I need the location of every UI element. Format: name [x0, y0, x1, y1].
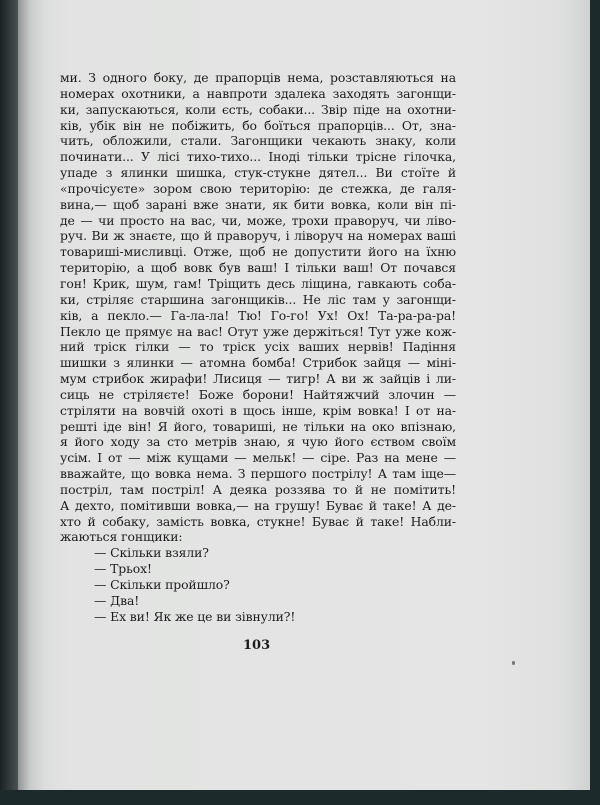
text-line: постріл, там постріл! А деяка роззява то й не помітить!	[60, 481, 456, 497]
text-line: сиць не стріляєте! Боже борони! Найтяжчий злочин —	[60, 386, 456, 402]
text-line: чить, обложили, стали. Загонщики чекають знаку, коли	[60, 133, 456, 149]
text-line: де — чи просто на вас, чи, може, трохи праворуч, чи ліво-	[60, 212, 456, 228]
text-line: мум стрибок жирафи! Лисиця — тигр! А ви ж зайців і ли-	[60, 371, 456, 387]
text-line: Пекло це прямує на вас! Отут уже держіться! Тут уже кож-	[60, 323, 456, 339]
dialogue-line: — Скільки взяли?	[94, 545, 209, 561]
dialogue-line: — Ех ви! Як же це ви зівнули?!	[94, 608, 296, 624]
text-line: «прочісуєте» зором свою територію: де стежка, де галя-	[60, 180, 456, 196]
text-line: руч. Ви ж знаєте, що й праворуч, і ліворуч на номерах ваші	[60, 228, 456, 244]
text-line: ки, стріляє старшина загонщиків... Не ліс там у загонщи-	[60, 291, 456, 307]
book-spine-shadow	[0, 0, 18, 790]
body-text	[60, 70, 456, 625]
text-line: решті іде він! Я його, товариші, не тільки на око впізнаю,	[60, 418, 456, 434]
text-line: вважайте, що вовка нема. З першого пострілу! А там іще—	[60, 466, 456, 482]
dialogue-line: — Два!	[94, 592, 140, 608]
text-line: гон! Крик, шум, гам! Тріщить десь ліщина, гавкають соба-	[60, 275, 456, 291]
dialogue-line: — Скільки пройшло?	[94, 577, 230, 592]
text-line: ків, убік він не побіжить, бо боїться прапорців... От, зна-	[60, 117, 456, 133]
text-line: ків, а пекло.— Га-ла-ла! Тю! Го-го! Ух! Ох! Та-ра-ра-ра!	[60, 307, 456, 323]
text-line: я його ходу за сто метрів знаю, я чую його єством своїм	[60, 434, 456, 450]
text-line: ки, запускаються, коли єсть, собаки... Звір піде на охотни-	[60, 101, 456, 117]
text-line: починати... У лісі тихо-тихо... Іноді тільки трісне гілочка,	[60, 149, 456, 165]
text-line: територію, а щоб вовк був ваш! І тільки ваш! От почався	[60, 260, 456, 276]
text-line: вина,— щоб зарані вже знати, як бити вовка, коли він пі-	[60, 196, 456, 212]
text-line: А дехто, помітивши вовка,— на грушу! Буває й таке! А де-	[60, 497, 456, 513]
page-number: 103	[243, 638, 271, 653]
text-line: хто й собаку, замість вовка, стукне! Буває й таке! Набли-	[60, 513, 456, 529]
text-line: упаде з ялинки шишка, стук-стукне дятел... Ви стоїте й	[60, 165, 456, 181]
dialogue-line: — Трьох!	[94, 561, 152, 577]
text-line: стріляти на вовчій охоті в щось інше, крім вовка! І от на-	[60, 402, 456, 418]
text-line: ний тріск гілки — то тріск усіх ваших нервів! Падіння	[60, 339, 456, 355]
text-line: шишки з ялинки — атомна бомба! Стрибок зайця — міні-	[60, 355, 456, 371]
text-line: ми. З одного боку, де прапорців нема, розставляються на	[60, 70, 456, 85]
text-line: номерах охотники, а навпроти здалека заходять загонщи-	[60, 85, 456, 101]
text-line: жаються гонщики:	[60, 529, 183, 545]
text-line: усім. І от — між кущами — мельк! — сіре. Раз на мене —	[60, 450, 456, 466]
scan-speck	[512, 661, 515, 665]
text-line: товариші-мисливці. Отже, щоб не допустити його на їхню	[60, 244, 456, 260]
